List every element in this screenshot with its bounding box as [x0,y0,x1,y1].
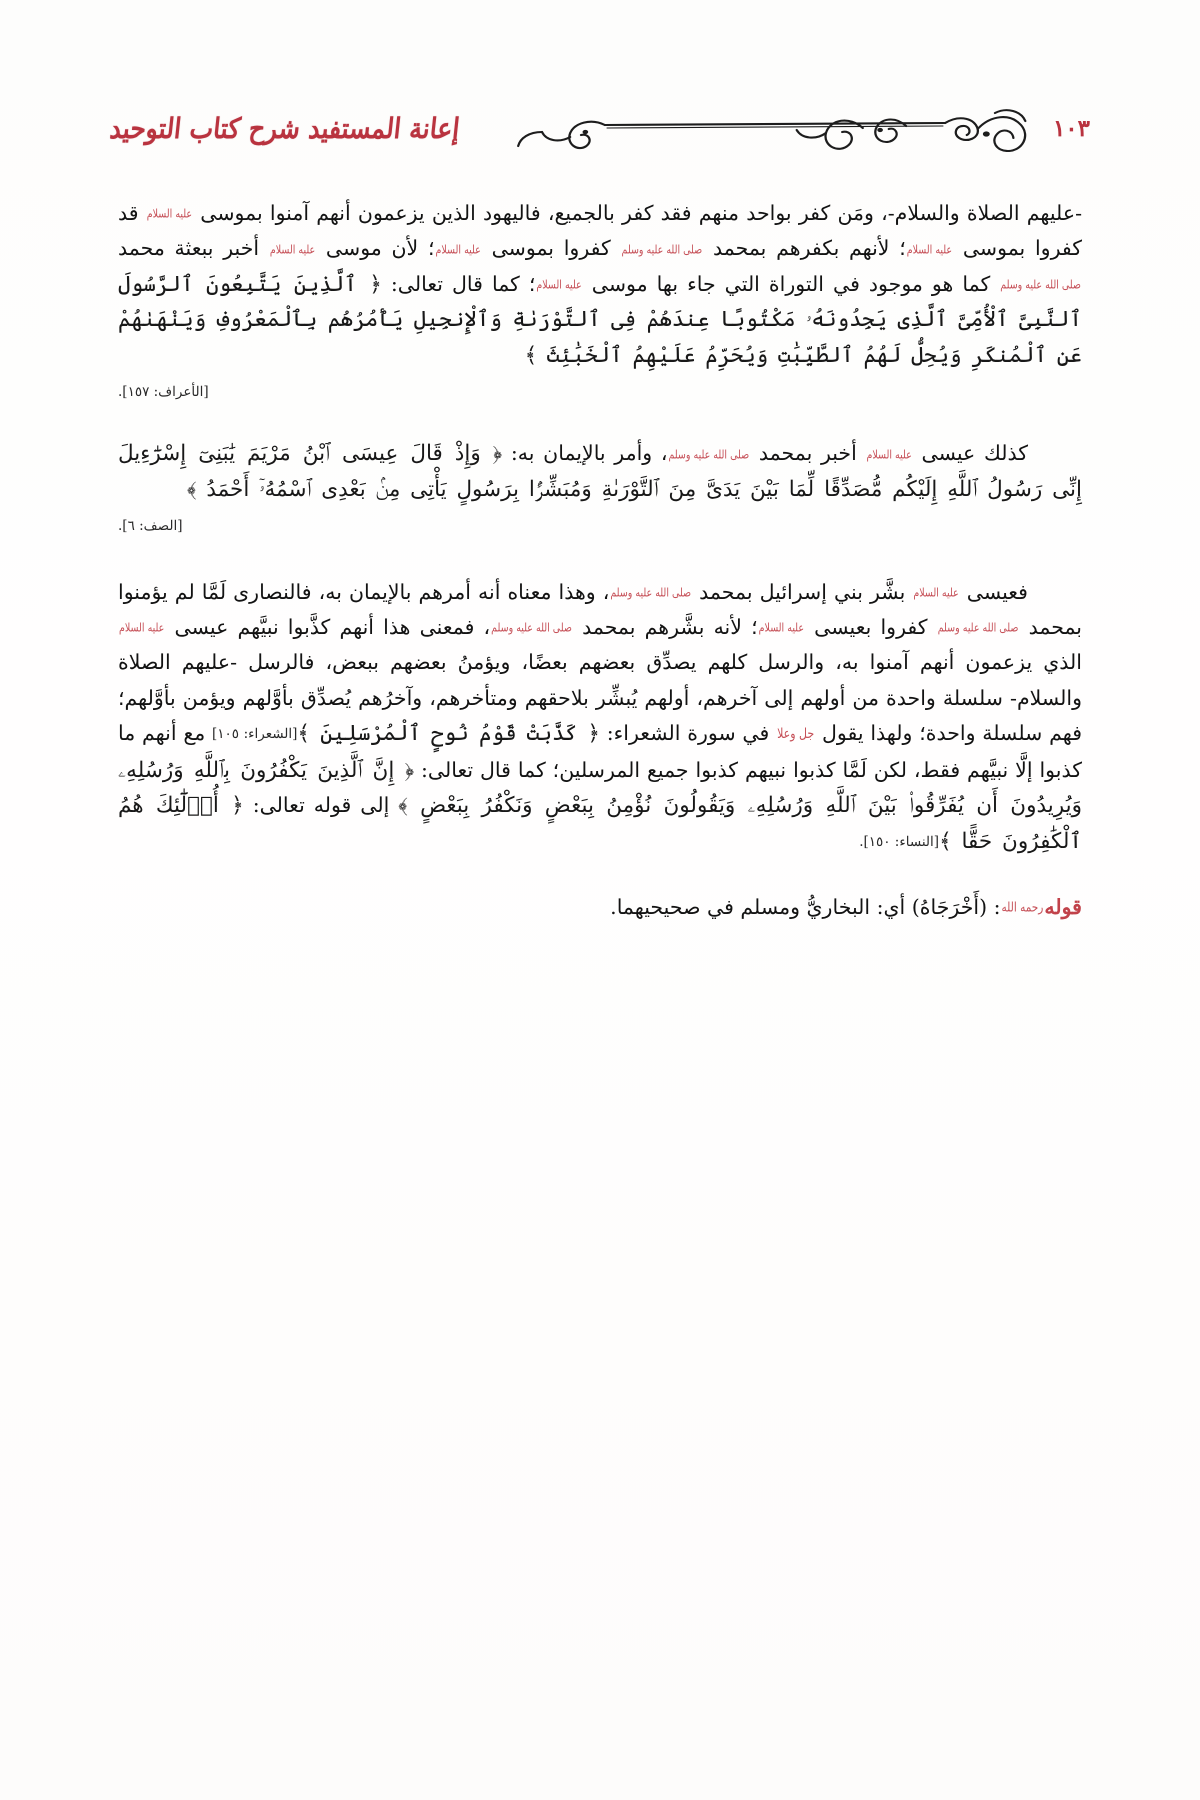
text-run: كفروا بموسى [481,236,621,261]
honorific-alayhi-salam: عليه السلام [435,243,481,257]
text-run: أي: البخاريُّ ومسلم في صحيحيهما. [610,894,912,919]
verse-reference: [الصف: ٦]. [118,518,183,535]
text-run: بشَّر بني إسرائيل بمحمد [692,579,913,604]
verse-reference: [الشعراء: ١٠٥] [212,726,298,743]
calligraphic-flourish-divider-icon [477,104,1040,152]
text-run: فعيسى [959,579,1028,604]
closing-commentary-line [118,890,1082,925]
text-run: كما هو موجود في التوراة التي جاء بها موسى [582,271,1000,296]
text-run: كفروا بعيسى [805,615,937,640]
honorific-sallallahu: صلى الله عليه وسلم [1000,278,1081,293]
text-run: إلى قوله تعالى: [243,793,399,818]
page-header-title: إعانة المستفيد شرح كتاب التوحيد [108,111,462,145]
quran-quote: ﴿ ٱلَّذِينَ يَتَّبِعُونَ ٱلرَّسُولَ ٱلنَّبِىَّ ٱلْأُمِّىَّ ٱلَّذِى يَجِدُونَهُۥ مَكْتُوبًا عِندَهُمْ فِى ٱلتَّوْرَىٰةِ وَٱلْإِنجِيلِ يَأْمُرُهُم بِٱلْمَعْرُوفِ وَيَنْهَىٰهُمْ عَنِ ٱلْمُنكَرِ وَيُحِلُّ لَهُمُ ٱلطَّيِّبَٰتِ وَيُحَرِّمُ عَلَيْهِمُ ٱلْخَبَٰئِثَ ﴾ [118,271,1082,368]
honorific-sallallahu: صلى الله عليه وسلم [668,448,750,462]
text-run: ، وأمر بالإيمان به: [502,441,668,466]
text-run: كذلك عيسى [912,441,1028,466]
honorific-alayhi-salam: عليه السلام [913,586,959,601]
honorific-alayhi-salam: عليه السلام [536,278,582,293]
honorific-sallallahu: صلى الله عليه وسلم [610,586,692,601]
honorific-sallallahu: صلى الله عليه وسلم [937,621,1019,636]
qawluhu-label: قوله [1044,894,1082,919]
honorific-sallallahu: صلى الله عليه وسلم [621,243,703,257]
paragraph-3 [118,575,1082,860]
paragraph-1 [118,196,1082,410]
quran-quote: ﴿ أُو۟لَٰٓئِكَ هُمُ ٱلْكَٰفِرُونَ حَقًّا ﴾ [118,793,1082,854]
text-run: ، فمعنى هذا أنهم كذَّبوا نبيَّهم عيسى [165,615,491,640]
text-run: ؛ لأن موسى [316,236,435,261]
honorific-rahimahullah: رحمه الله [1001,900,1044,916]
honorific-alayhi-salam: عليه السلام [758,621,804,636]
text-run: أخبر ببعثة محمد [118,236,269,261]
text-run: ، وهذا معناه أنه أمرهم بالإيمان به، فالنصارى لَمَّا لم يؤمنوا بمحمد [118,579,1083,640]
text-run: ؛ كما قال تعالى: [381,271,536,296]
quoted-matn-phrase: (أَخْرَجَاهُ) [911,894,988,919]
paragraph-2 [118,436,1082,544]
honorific-jalla-wa-ala: جل وعلا [777,725,815,742]
page-header [110,96,1090,160]
quran-quote: ﴿ كَذَّبَتْ قَوْمُ نُوحٍ ٱلْمُرْسَلِينَ ﴾ [297,721,600,747]
verse-reference: [الأعراف: ١٥٧]. [118,384,209,401]
honorific-alayhi-salam: عليه السلام [119,621,165,636]
text-run: قد كفروا بموسى [118,201,1083,261]
quran-quote: ﴿ إِنَّ ٱلَّذِينَ يَكْفُرُونَ بِٱللَّهِ وَرُسُلِهِۦ وَيُرِيدُونَ أَن يُفَرِّقُوا۟ بَيْنَ ٱللَّهِ وَرُسُلِهِۦ وَيَقُولُونَ نُؤْمِنُ بِبَعْضٍ وَنَكْفُرُ بِبَعْضٍ ﴾ [118,757,1082,819]
honorific-alayhi-salam: عليه السلام [146,207,193,222]
honorific-alayhi-salam: عليه السلام [906,243,953,257]
text-run: -عليهم الصلاة والسلام-، ومَن كفر بواحد منهم فقد كفر بالجميع، فاليهود الذين يزعمون أنهم آمنوا بموسى [193,201,1082,225]
text-run: ؛ لأنه بشَّرهم بمحمد [572,615,758,640]
text-run: في سورة الشعراء: [599,721,777,746]
page-number: ١٠٣ [1052,114,1090,142]
text-run: : [987,894,1001,919]
text-run: ؛ لأنهم بكفرهم بمحمد [703,236,906,261]
verse-reference: [النساء: ١٥٠]. [859,833,940,850]
honorific-sallallahu: صلى الله عليه وسلم [491,621,572,636]
text-run: مع أنهم ما كذبوا إلَّا نبيَّهم فقط، لكن لَمَّا كذبوا نبيهم كذبوا جميع المرسلين؛ كما قال تعالى: [118,721,1082,782]
honorific-alayhi-salam: عليه السلام [866,448,912,462]
text-run: الذي يزعمون أنهم آمنوا به، والرسل كلهم يصدِّق بعضهم بعضًا، ويؤمنُ بعضهم ببعض، فالرسل -عليهم الصلاة والسلام- سلسلة واحدة من أولهم إلى آخرهم، أولهم يُبشِّر بلاحقهم ومتأخرهم، وآخرُهم يُصدِّق بأوَّلهم ويؤمن بأوَّلهم؛ فهم سلسلة واحدة؛ ولهذا يقول [118,650,1082,746]
honorific-alayhi-salam: عليه السلام [269,243,316,257]
quran-quote: ﴿ وَإِذْ قَالَ عِيسَى ٱبْنُ مَرْيَمَ يَٰبَنِىٓ إِسْرَٰٓءِيلَ إِنِّى رَسُولُ ٱللَّهِ إِلَيْكُم مُّصَدِّقًا لِّمَا بَيْنَ يَدَىَّ مِنَ ٱلتَّوْرَىٰةِ وَمُبَشِّرًۢا بِرَسُولٍ يَأْتِى مِنۢ بَعْدِى ٱسْمُهُۥٓ أَحْمَدُ ﴾ [118,441,1082,502]
page-body [118,196,1082,925]
text-run: أخبر بمحمد [750,441,866,466]
